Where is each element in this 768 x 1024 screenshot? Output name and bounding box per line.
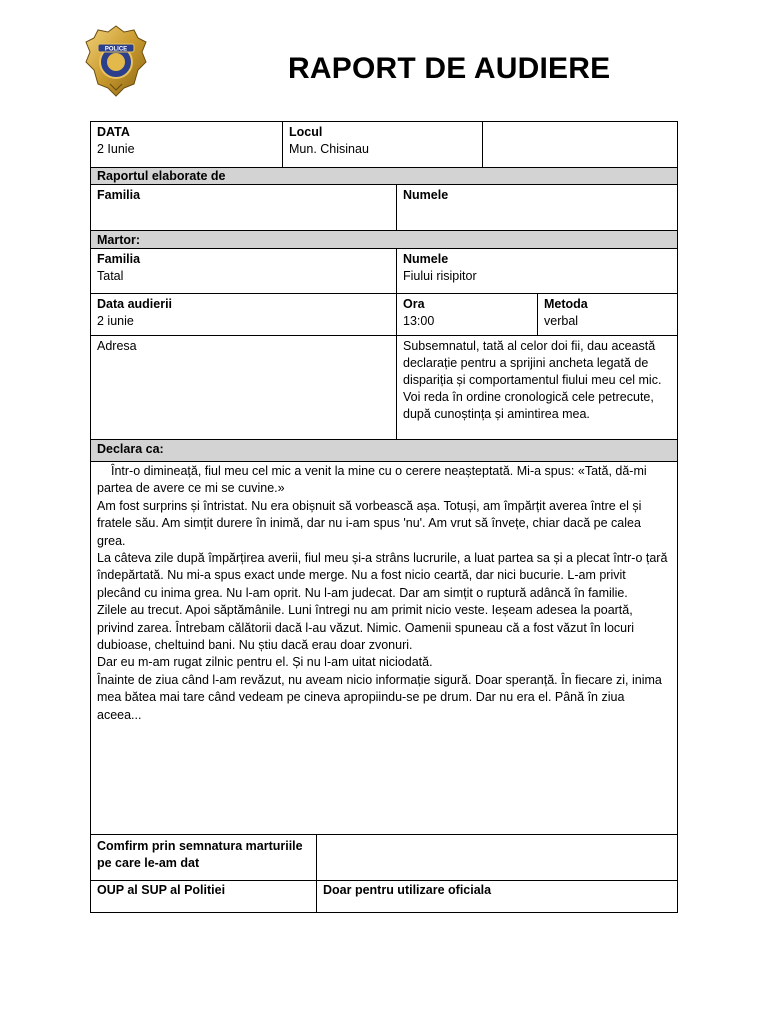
declaration-paragraph: La câteva zile după împărțirea averii, fiul meu și-a strâns lucrurile, a luat partea sa și a plecat într-o țară îndepărtată. Nu mi-a spus exact unde merge. Nu a fost nicio ceartă, dar nici bucurie. L-am privit plecând cu inima grea. Nu l-am oprit. Nu l-am judecat. Dar am simțit o ruptură adâncă în familie.: [97, 551, 668, 600]
raport-numele-cell[interactable]: [397, 185, 677, 231]
martor-heading: Martor:: [91, 231, 677, 249]
page-title: RAPORT DE AUDIERE: [288, 52, 611, 85]
declaration-paragraph: Într-o dimineață, fiul meu cel mic a venit la mine cu o cerere neașteptată. Mi-a spus: «Tată, dă-mi partea de avere ce mi se cuvine.»: [97, 464, 647, 496]
locul-label: Locul: [289, 125, 323, 139]
raport-familia-cell[interactable]: [91, 185, 397, 231]
raport-familia-label: Familia: [97, 188, 141, 202]
metoda-cell: [538, 294, 677, 336]
martor-numele-label: Numele: [403, 252, 449, 266]
data-value[interactable]: 2 Iunie: [97, 142, 135, 156]
martor-familia-value[interactable]: Tatal: [97, 269, 124, 283]
data-audierii-value[interactable]: 2 iunie: [97, 314, 134, 328]
confirm-cell: [91, 835, 317, 881]
police-badge-icon: [84, 24, 148, 98]
intro-statement[interactable]: Subsemnatul, tată al celor doi fii, dau această declarație pentru a sprijini ancheta legată de dispariția și comportamentul fiului meu cel mic. Voi reda în ordine cronologică cele petrecute, după cunoștința și amintirea mea.: [403, 339, 662, 421]
declaration-paragraph: Zilele au trecut. Apoi săptămânile. Luni întregi nu am primit nicio veste. Ieșeam adesea la poartă, privind zarea. Întrebam călătorii dacă l-au văzut. Nimic. Oamenii spuneau că a fost văzut în locuri dubioase, cheltuind bani. Nu știu dacă erau doar zvonuri.: [97, 603, 635, 653]
martor-numele-cell: [397, 249, 677, 294]
data-cell: [91, 122, 283, 168]
data-audierii-cell: [91, 294, 397, 336]
confirm-label: Comfirm prin semnatura marturiile pe care le-am dat: [97, 839, 303, 870]
empty-field[interactable]: [483, 122, 677, 168]
official-use-label: Doar pentru utilizare oficiala: [323, 883, 492, 897]
martor-familia-cell: [91, 249, 397, 294]
signature-field[interactable]: [317, 835, 677, 881]
ora-label: Ora: [403, 297, 425, 311]
intro-statement-cell: [397, 336, 677, 440]
adresa-cell[interactable]: [91, 336, 397, 440]
ora-value[interactable]: 13:00: [403, 314, 435, 328]
ora-cell: [397, 294, 538, 336]
official-use-cell: [317, 881, 677, 912]
raport-numele-label: Numele: [403, 188, 449, 202]
declaration-paragraph: Am fost surprins și întristat. Nu era obișnuit să vorbească așa. Totuși, am împărțit averea între el și fratele său. Am simțit durere în inimă, dar nu i-am spus 'nu'. Am vrut să învețe, chiar dacă pe calea grea.: [97, 498, 642, 548]
declara-heading: Declara ca:: [91, 440, 677, 462]
martor-numele-value[interactable]: Fiului risipitor: [403, 269, 477, 283]
oup-label: OUP al SUP al Politiei: [97, 883, 226, 897]
report-form: [90, 121, 678, 913]
metoda-label: Metoda: [544, 297, 588, 311]
badge-text: POLICE: [104, 46, 128, 53]
declaration-text[interactable]: [91, 462, 677, 835]
data-audierii-label: Data audierii: [97, 297, 173, 311]
locul-cell: [283, 122, 483, 168]
martor-familia-label: Familia: [97, 252, 141, 266]
data-label: DATA: [97, 125, 130, 139]
declaration-paragraph: Dar eu m-am rugat zilnic pentru el. Și nu l-am uitat niciodată.: [97, 655, 433, 670]
declaration-paragraph: Înainte de ziua când l-am revăzut, nu aveam nicio informație sigură. Doar speranță. În fiecare zi, inima mea bătea mai tare când vedeam pe cineva apropiindu-se pe drum. Dar nu era el. Până în ziua aceea...: [97, 672, 662, 722]
metoda-value[interactable]: verbal: [544, 314, 579, 328]
raport-heading: Raportul elaborate de: [91, 168, 677, 185]
locul-value[interactable]: Mun. Chisinau: [289, 142, 369, 156]
adresa-label: Adresa: [97, 339, 137, 353]
oup-cell: [91, 881, 317, 912]
